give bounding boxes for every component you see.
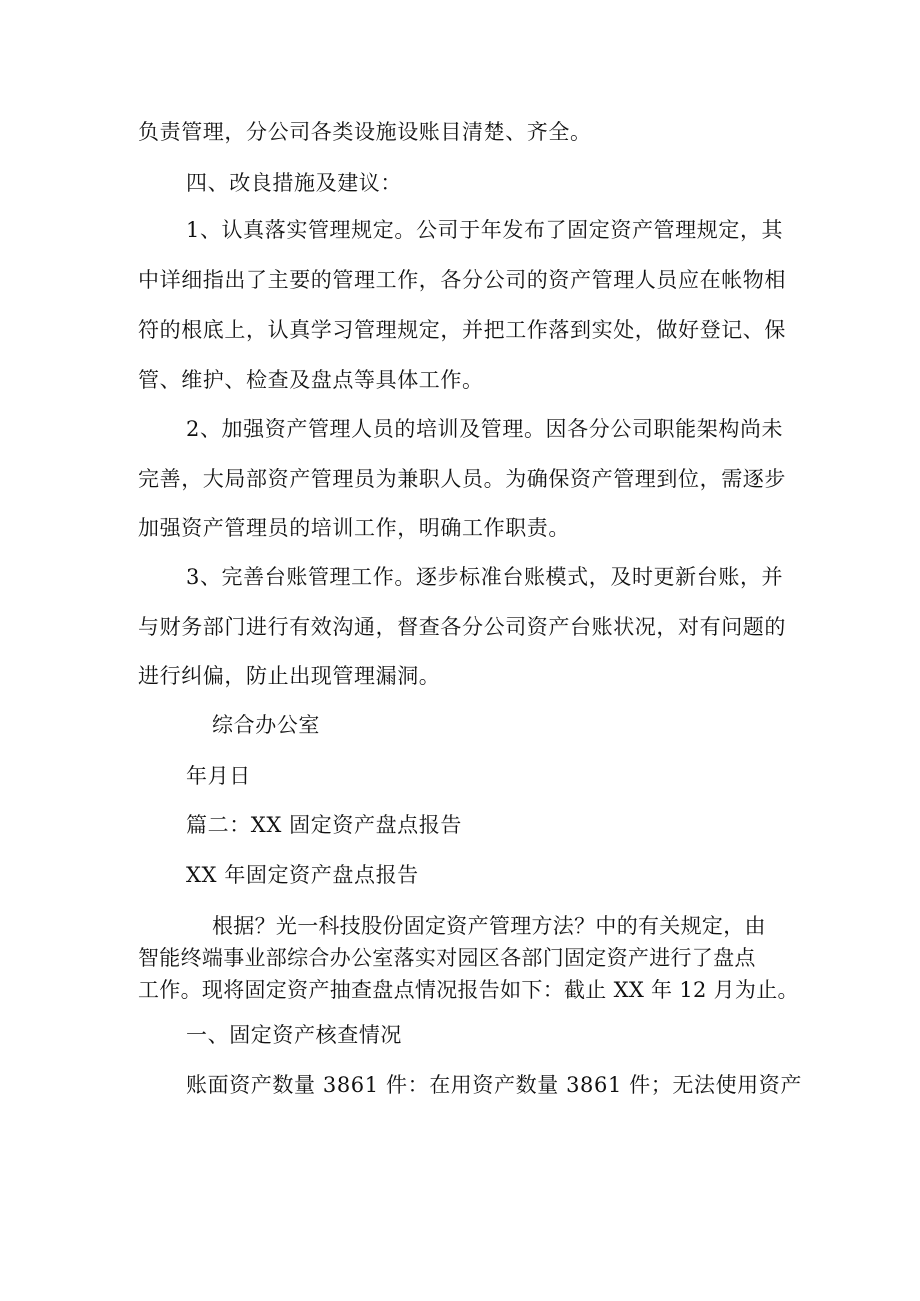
list-item-1-line: 中详细指出了主要的管理工作，各分公司的资产管理人员应在帐物相 [138, 268, 786, 292]
list-item-2-line: 完善，大局部资产管理员为兼职人员。为确保资产管理到位，需逐步 [138, 467, 786, 491]
intro-paragraph-line: 智能终端事业部综合办公室落实对园区各部门固定资产进行了盘点 [138, 946, 756, 970]
intro-paragraph-line: 工作。现将固定资产抽查盘点情况报告如下：截止 XX 年 12 月为止。 [138, 978, 799, 1002]
signature-date: 年月日 [186, 764, 251, 788]
body-text-line: 负责管理，分公司各类设施设账目清楚、齐全。 [138, 120, 592, 144]
list-item-1-line: 符的根底上，认真学习管理规定，并把工作落到实处，做好登记、保 [138, 318, 786, 342]
list-item-2-line: 2、加强资产管理人员的培训及管理。因各分公司职能架构尚未 [186, 417, 784, 441]
section-heading: 一、固定资产核查情况 [186, 1023, 402, 1047]
body-text-line: 账面资产数量 3861 件：在用资产数量 3861 件；无法使用资产 [186, 1073, 802, 1097]
signature-office: 综合办公室 [212, 713, 320, 737]
section-title: 篇二：XX 固定资产盘点报告 [186, 813, 462, 837]
list-item-3-line: 与财务部门进行有效沟通，督查各分公司资产台账状况，对有问题的 [138, 615, 786, 639]
section-heading: 四、改良措施及建议： [186, 171, 402, 195]
list-item-1-line: 1、认真落实管理规定。公司于年发布了固定资产管理规定，其 [186, 218, 784, 242]
list-item-1-line: 管、维护、检查及盘点等具体工作。 [138, 368, 484, 392]
list-item-3-line: 3、完善台账管理工作。逐步标准台账模式，及时更新台账，并 [186, 565, 784, 589]
list-item-2-line: 加强资产管理员的培训工作，明确工作职责。 [138, 516, 570, 540]
list-item-3-line: 进行纠偏，防止出现管理漏洞。 [138, 664, 441, 688]
intro-paragraph-line: 根据？光一科技股份固定资产管理方法？中的有关规定，由 [212, 914, 766, 938]
report-title: XX 年固定资产盘点报告 [186, 863, 419, 887]
